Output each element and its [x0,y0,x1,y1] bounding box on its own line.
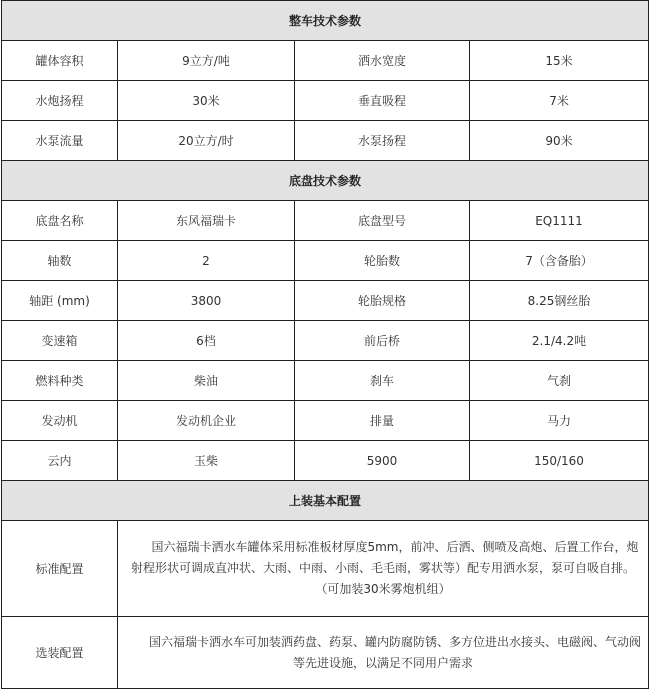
param-label: 罐体容积 [2,41,118,81]
param-value: 8.25钢丝胎 [470,281,649,321]
param-label: 发动机 [2,401,118,441]
section-title-config: 上装基本配置 [2,481,649,521]
table-row [2,81,649,121]
table-row [2,441,649,481]
param-label: 轮胎规格 [295,281,470,321]
standard-config-label: 标准配置 [2,521,118,617]
param-label: 刹车 [295,361,470,401]
param-label: 洒水宽度 [295,41,470,81]
param-value: EQ1111 [470,201,649,241]
param-value: 7米 [470,81,649,121]
param-value: 东风福瑞卡 [118,201,295,241]
param-label: 垂直吸程 [295,81,470,121]
param-value: 90米 [470,121,649,161]
param-value: 马力 [470,401,649,441]
table-row [2,521,649,617]
param-value: 3800 [118,281,295,321]
param-value: 云内 [2,441,118,481]
param-label: 轴距 (mm) [2,281,118,321]
param-label: 排量 [295,401,470,441]
param-value: 发动机企业 [118,401,295,441]
param-label: 轮胎数 [295,241,470,281]
param-value: 柴油 [118,361,295,401]
param-label: 轴数 [2,241,118,281]
optional-config-label: 选装配置 [2,617,118,689]
table-row [2,201,649,241]
param-label: 水泵扬程 [295,121,470,161]
param-label: 底盘型号 [295,201,470,241]
table-row [2,401,649,441]
param-value: 气刹 [470,361,649,401]
param-label: 底盘名称 [2,201,118,241]
optional-config-text: 国六福瑞卡洒水车可加装洒药盘、药泵、罐内防腐防锈、多方位进出水接头、电磁阀、气动阀等先进设施，以满足不同用户需求 [118,617,649,689]
param-value: 玉柴 [118,441,295,481]
table-row [2,241,649,281]
param-value: 20立方/时 [118,121,295,161]
param-label: 前后桥 [295,321,470,361]
param-label: 燃料种类 [2,361,118,401]
table-row [2,281,649,321]
param-value: 2.1/4.2吨 [470,321,649,361]
table-row [2,41,649,81]
param-value: 15米 [470,41,649,81]
param-value: 7（含备胎） [470,241,649,281]
table-row [2,361,649,401]
section-title-chassis: 底盘技术参数 [2,161,649,201]
table-row [2,321,649,361]
table-row [2,121,649,161]
section-header-config [2,481,649,521]
standard-config-text: 国六福瑞卡洒水车罐体采用标准板材厚度5mm，前冲、后洒、侧喷及高炮、后置工作台，炮射程形状可调成直冲状、大雨、中雨、小雨、毛毛雨，雾状等）配专用洒水泵，泵可自吸自排。 （可加装30米雾炮机组） [118,521,649,617]
param-value: 6档 [118,321,295,361]
table-row [2,617,649,689]
param-label: 水炮扬程 [2,81,118,121]
param-value: 5900 [295,441,470,481]
spec-table [1,0,649,689]
param-value: 2 [118,241,295,281]
section-title-vehicle: 整车技术参数 [2,1,649,41]
section-header-chassis [2,161,649,201]
param-value: 30米 [118,81,295,121]
section-header-vehicle [2,1,649,41]
param-label: 水泵流量 [2,121,118,161]
param-label: 变速箱 [2,321,118,361]
param-value: 150/160 [470,441,649,481]
param-value: 9立方/吨 [118,41,295,81]
